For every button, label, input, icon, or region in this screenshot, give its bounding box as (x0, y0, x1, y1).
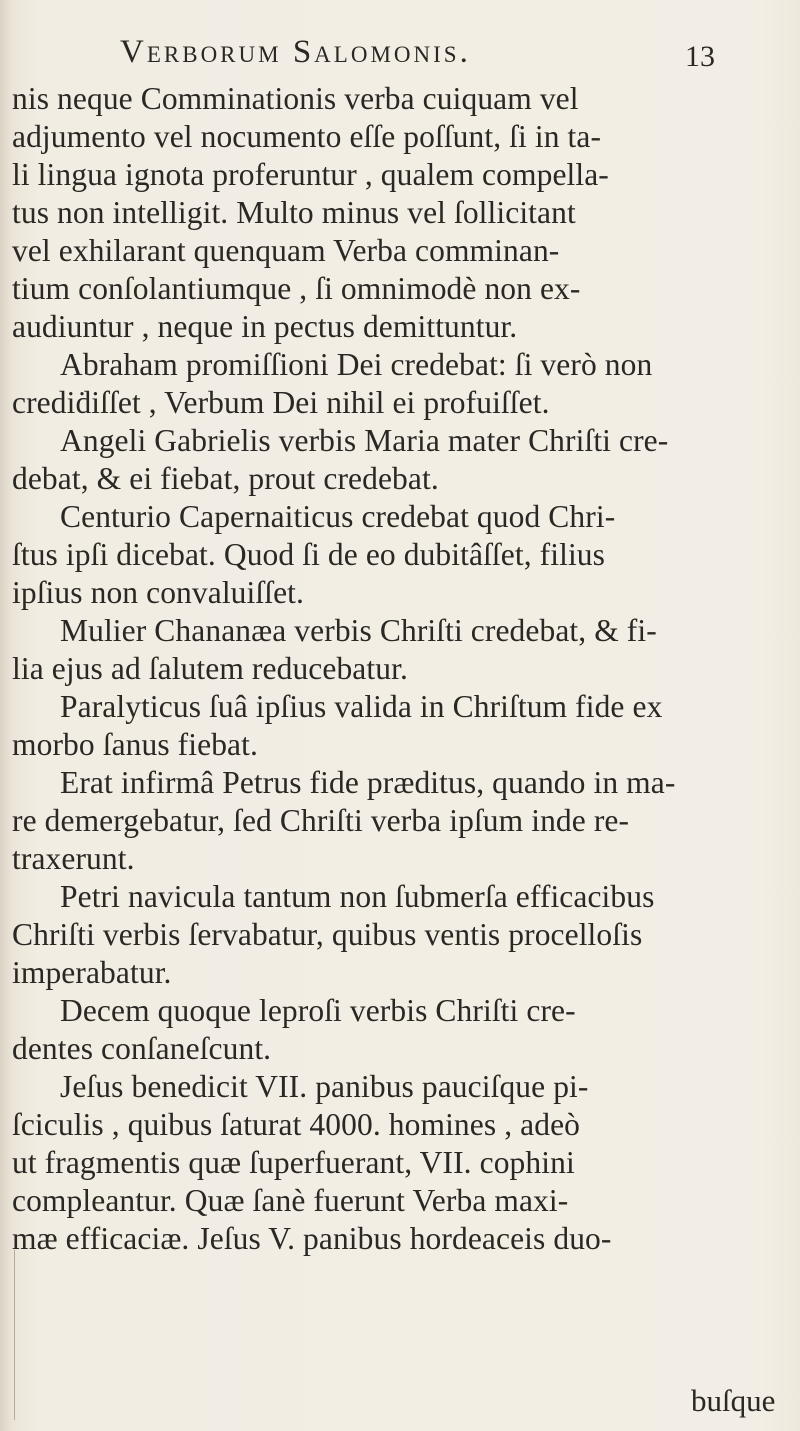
text-line: ſtus ipſi dicebat. Quod ſi de eo dubitâſſet, filius (12, 537, 606, 572)
text-line: ſciculis , quibus ſaturat 4000. homines , adeò (12, 1107, 581, 1142)
text-line: tus non intelligit. Multo minus vel ſollicitant (12, 195, 576, 230)
running-title: Verborum Salomonis. (120, 34, 471, 70)
text-line: li lingua ignota proferuntur , qualem compella- (12, 157, 609, 192)
text-line: Centurio Capernaiticus credebat quod Chri- (60, 499, 616, 534)
text-line: Abraham promiſſioni Dei credebat: ſi verò non (60, 347, 653, 382)
page-number: 13 (685, 40, 715, 73)
text-line: Erat infirmâ Petrus fide præditus, quando in ma- (60, 765, 676, 800)
text-line: ut fragmentis quæ ſuperfuerant, VII. cophini (12, 1145, 575, 1180)
text-line: imperabatur. (12, 955, 172, 990)
catchword: buſque (691, 1383, 776, 1418)
text-line: Decem quoque leproſi verbis Chriſti cre- (60, 993, 576, 1028)
text-line: lia ejus ad ſalutem reducebatur. (12, 651, 408, 686)
text-line: Angeli Gabrielis verbis Maria mater Chriſti cre- (60, 423, 669, 458)
text-line: adjumento vel nocumento eſſe poſſunt, ſi in ta- (12, 119, 602, 154)
text-line: nis neque Comminationis verba cuiquam vel (12, 81, 579, 116)
text-line: traxerunt. (12, 841, 135, 876)
text-line: crediḋiſſet , Verbum Dei nihil ei profuiſſet. (12, 385, 550, 420)
text-line: audiuntur , neque in pectus demittuntur. (12, 309, 518, 344)
text-line: compleantur. Quæ ſanè fuerunt Verba maxi- (12, 1183, 569, 1218)
text-line: Jeſus benedicit VII. panibus pauciſque pi- (60, 1069, 589, 1104)
text-line: debat, & ei fiebat, prout credebat. (12, 461, 439, 496)
gutter-shadow (14, 1250, 15, 1420)
text-line: Chriſti verbis ſervabatur, quibus ventis procelloſis (12, 917, 643, 952)
text-line: Petri navicula tantum non ſubmerſa efficacibus (60, 879, 655, 914)
text-line: morbo ſanus fiebat. (12, 727, 258, 762)
text-line: Mulier Chananæa verbis Chriſti credebat, & fi- (60, 613, 657, 648)
text-line: mæ efficaciæ. Jeſus V. panibus hordeaceis duo- (12, 1221, 612, 1256)
text-line: Paralyticus ſuâ ipſius valida in Chriſtum fide ex (60, 689, 663, 724)
running-head (120, 30, 715, 80)
text-line: re demergebatur, ſed Chriſti verba ipſum inde re- (12, 803, 630, 838)
text-line: tium conſolantiumque , ſi omnimodè non ex- (12, 271, 581, 306)
text-line: vel exhilarant quenquam Verba comminan- (12, 233, 560, 268)
text-line: dentes conſaneſcunt. (12, 1031, 272, 1066)
text-line: ipſius non convaluiſſet. (12, 575, 304, 610)
